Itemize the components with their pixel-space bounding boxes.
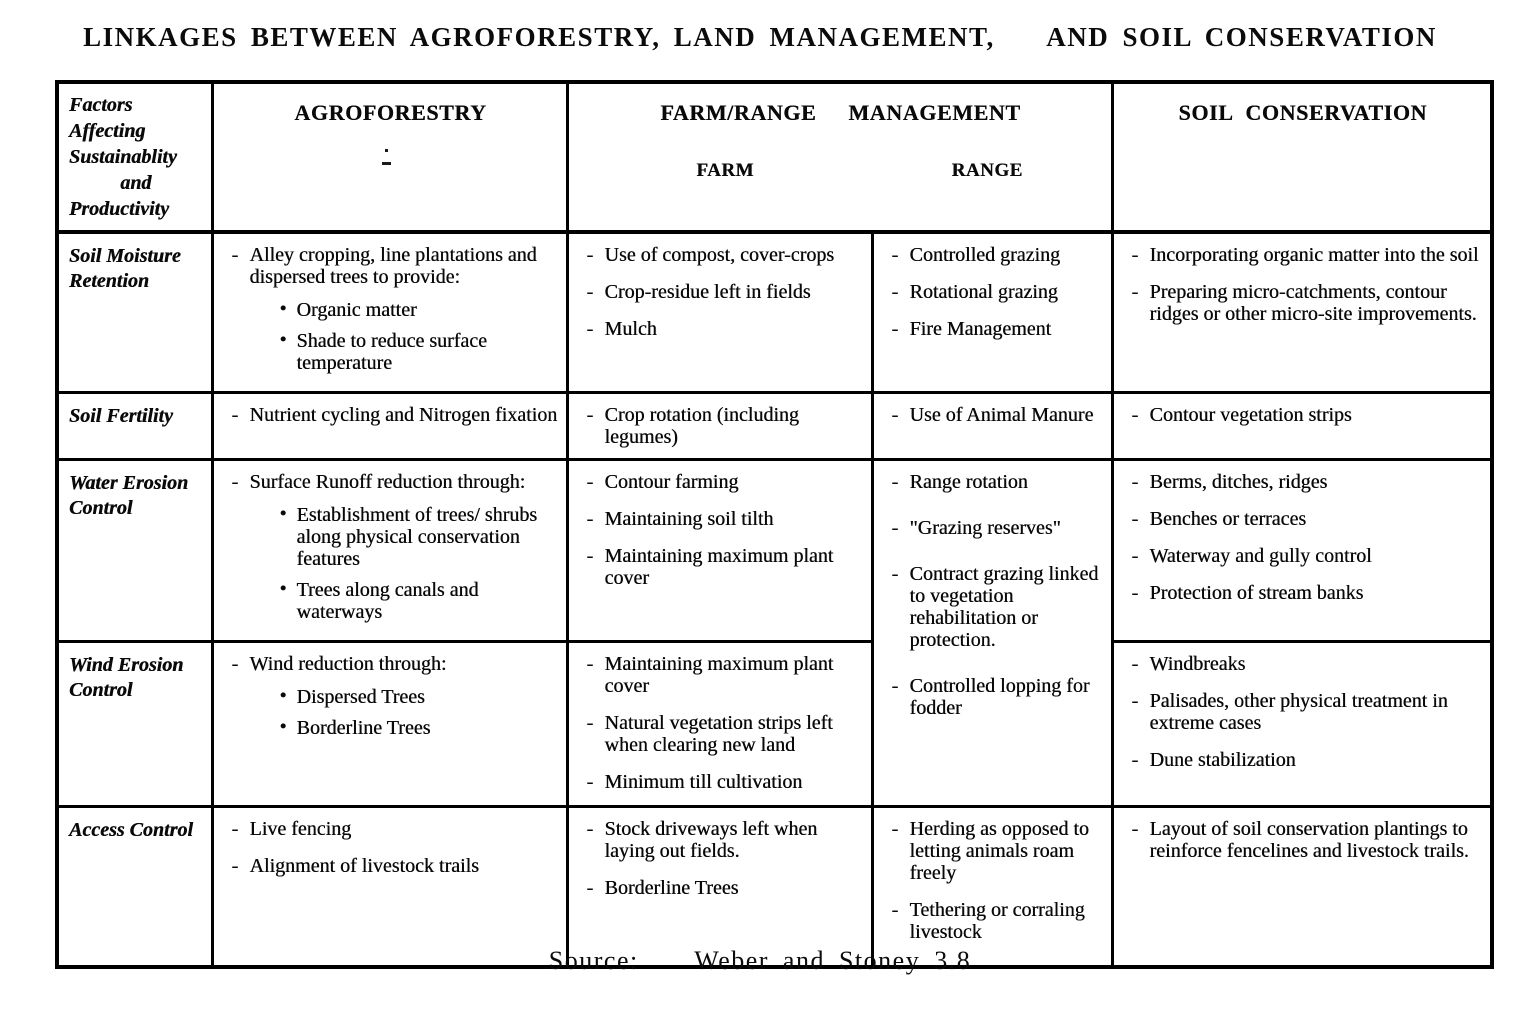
- row-header-access-control: Access Control: [57, 807, 212, 967]
- table-row: [57, 393, 1492, 460]
- list-item: - Controlled grazing: [884, 244, 1103, 266]
- list-item: - Controlled lopping for fodder: [884, 675, 1103, 719]
- item-text: Wind reduction through:: [249, 653, 447, 675]
- list-item: [224, 471, 558, 623]
- cell-soil-fertility-agroforestry: [212, 393, 567, 460]
- cell-water-wind-erosion-range: [872, 460, 1112, 807]
- cell-access-control-range: [872, 807, 1112, 967]
- list-item: - Contour farming: [579, 471, 863, 493]
- linkages-table: [55, 80, 1494, 969]
- cell-access-control-farm: [567, 807, 872, 967]
- column-subheader-range: RANGE: [951, 160, 1023, 181]
- list-item: - Dune stabilization: [1124, 749, 1483, 771]
- list-item: - Berms, ditches, ridges: [1124, 471, 1483, 493]
- bullet-item: • Shade to reduce surface temperature: [280, 330, 558, 374]
- row-header-soil-fertility: Soil Fertility: [57, 393, 212, 460]
- table-row: [57, 232, 1492, 393]
- list-item: [224, 244, 558, 374]
- list-item: - Nutrient cycling and Nitrogen fixation: [224, 404, 558, 426]
- list-item: - Windbreaks: [1124, 653, 1483, 675]
- cell-water-erosion-soil-conservation: [1112, 460, 1492, 642]
- table-row: [57, 807, 1492, 967]
- list-item: - Stock driveways left when laying out fields.: [579, 818, 863, 862]
- list-item: - Tethering or corraling livestock: [884, 899, 1103, 943]
- list-item: - Layout of soil conservation plantings to reinforce fencelines and livestock trails.: [1124, 818, 1483, 862]
- table-row: [57, 460, 1492, 642]
- list-item: - Waterway and gully control: [1124, 545, 1483, 567]
- list-item: - Palisades, other physical treatment in extreme cases: [1124, 690, 1483, 734]
- list-item: - Benches or terraces: [1124, 508, 1483, 530]
- list-item: - Crop-residue left in fields: [579, 281, 863, 303]
- list-item: - Contract grazing linked to vegetation rehabilitation or protection.: [884, 563, 1103, 651]
- cell-water-erosion-farm: [567, 460, 872, 642]
- list-item: - Preparing micro-catchments, contour ridges or other micro-site improvements.: [1124, 281, 1483, 325]
- list-item: - Natural vegetation strips left when clearing new land: [579, 712, 863, 756]
- row-header-water-erosion-control: Water Erosion Control: [57, 460, 212, 642]
- bullet-item: • Organic matter: [280, 299, 558, 321]
- cell-soil-fertility-soil-conservation: [1112, 393, 1492, 460]
- header-factors-line: Affecting: [69, 120, 146, 142]
- header-factors-line: Sustainablity: [69, 146, 177, 168]
- cell-wind-erosion-soil-conservation: [1112, 642, 1492, 807]
- list-item: - Maintaining maximum plant cover: [579, 545, 863, 589]
- list-item: - Incorporating organic matter into the soil: [1124, 244, 1483, 266]
- list-item: - Live fencing: [224, 818, 558, 840]
- list-item: - Contour vegetation strips: [1124, 404, 1483, 426]
- column-subheader-farm: FARM: [696, 160, 754, 181]
- row-header-wind-erosion-control: Wind Erosion Control: [57, 642, 212, 807]
- list-item: - Herding as opposed to letting animals roam freely: [884, 818, 1103, 884]
- column-header-label: FARM/RANGE MANAGEMENT: [660, 100, 1021, 125]
- column-header-farm-range-management: [567, 82, 1112, 232]
- bullet-item: • Dispersed Trees: [280, 686, 558, 708]
- column-header-label: SOIL CONSERVATION: [1178, 100, 1428, 125]
- list-item: - Minimum till cultivation: [579, 771, 863, 793]
- column-header-agroforestry: [212, 82, 567, 232]
- list-item: - Use of Animal Manure: [884, 404, 1103, 426]
- document-title: LINKAGES BETWEEN AGROFORESTRY, LAND MANAGEMENT, AND SOIL CONSERVATION: [83, 22, 1437, 52]
- list-item: - "Grazing reserves": [884, 517, 1103, 539]
- cell-soil-moisture-range: [872, 232, 1112, 393]
- list-item: - Maintaining soil tilth: [579, 508, 863, 530]
- list-item: - Protection of stream banks: [1124, 582, 1483, 604]
- cell-soil-fertility-range: [872, 393, 1112, 460]
- cell-soil-fertility-farm: [567, 393, 872, 460]
- cell-access-control-agroforestry: [212, 807, 567, 967]
- bullet-item: • Trees along canals and waterways: [280, 579, 558, 623]
- bullet-item: • Borderline Trees: [280, 717, 558, 739]
- cell-soil-moisture-agroforestry: [212, 232, 567, 393]
- row-header-soil-moisture-retention: Soil Moisture Retention: [57, 232, 212, 393]
- scan-artifact: [382, 162, 391, 165]
- list-item: - Alignment of livestock trails: [224, 855, 558, 877]
- cell-soil-moisture-soil-conservation: [1112, 232, 1492, 393]
- cell-wind-erosion-agroforestry: [212, 642, 567, 807]
- cell-wind-erosion-farm: [567, 642, 872, 807]
- table-row: [57, 642, 1492, 807]
- list-item: - Borderline Trees: [579, 877, 863, 899]
- item-text: Surface Runoff reduction through:: [249, 471, 526, 493]
- list-item: - Range rotation: [884, 471, 1103, 493]
- list-item: - Use of compost, cover-crops: [579, 244, 863, 266]
- list-item: - Rotational grazing: [884, 281, 1103, 303]
- cell-water-erosion-agroforestry: [212, 460, 567, 642]
- column-header-soil-conservation: [1112, 82, 1492, 232]
- list-item: [224, 653, 558, 739]
- cell-soil-moisture-farm: [567, 232, 872, 393]
- column-header-label: AGROFORESTRY: [294, 100, 487, 125]
- header-factors-line: and: [120, 172, 152, 194]
- list-item: - Crop rotation (including legumes): [579, 404, 863, 448]
- source-caption: Source: Weber and Stoney 3.8: [548, 946, 972, 975]
- header-factors-line: Productivity: [69, 198, 169, 220]
- item-text: Alley cropping, line plantations and dispersed trees to provide:: [249, 244, 537, 288]
- header-factors-line: Factors: [69, 94, 133, 116]
- list-item: - Mulch: [579, 318, 863, 340]
- header-row: [57, 82, 1492, 232]
- list-item: - Fire Management: [884, 318, 1103, 340]
- column-header-factors: [57, 82, 212, 232]
- bullet-item: • Establishment of trees/ shrubs along physical conservation features: [280, 504, 558, 570]
- cell-access-control-soil-conservation: [1112, 807, 1492, 967]
- list-item: - Maintaining maximum plant cover: [579, 653, 863, 697]
